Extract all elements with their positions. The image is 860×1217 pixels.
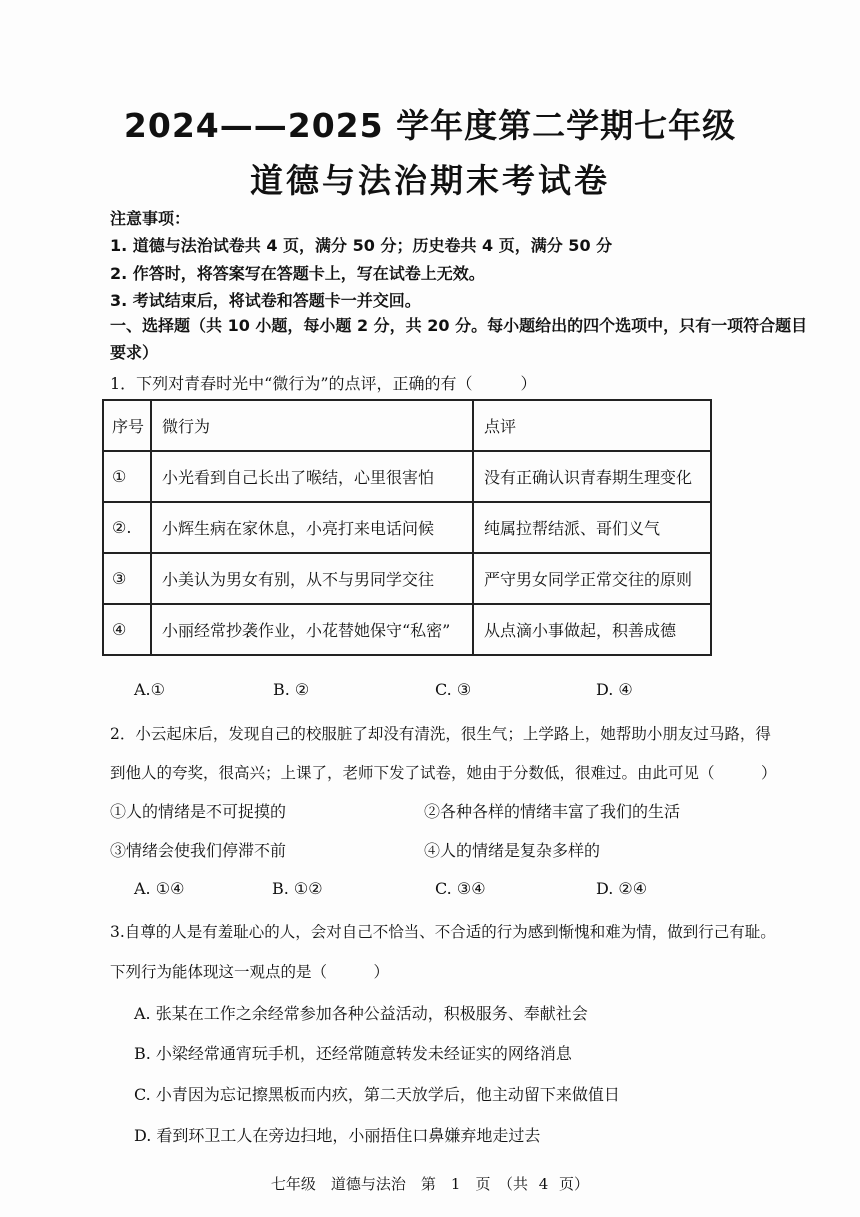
table-row [103, 553, 711, 604]
q1-option-a: A.① [134, 680, 165, 699]
table-row [103, 451, 711, 502]
table-cell: 小辉生病在家休息，小亮打来电话问候 [151, 502, 473, 553]
page-footer: 七年级 道德与法治 第 1 页 （共 4 页） [270, 1175, 590, 1193]
q3-option-a: A. 张某在工作之余经常参加各种公益活动，积极服务、奉献社会 [134, 1004, 588, 1023]
q2-statement-2: ②各种各样的情绪丰富了我们的生活 [424, 802, 681, 821]
q1-table [102, 399, 712, 656]
table-cell: 小光看到自己长出了喉结，心里很害怕 [151, 451, 473, 502]
exam-title-line2: 道德与法治期末考试卷 [250, 161, 610, 200]
q2-option-b: B. ①② [272, 879, 323, 898]
q3-option-b: B. 小梁经常通宵玩手机，还经常随意转发未经证实的网络消息 [134, 1044, 572, 1063]
q1-option-d: D. ④ [596, 680, 633, 699]
table-header-row [103, 400, 711, 451]
q3-option-c: C. 小青因为忘记擦黑板而内疚，第二天放学后，他主动留下来做值日 [134, 1085, 620, 1104]
table-cell: ④ [103, 604, 151, 655]
table-cell: ②. [103, 502, 151, 553]
table-cell: ① [103, 451, 151, 502]
q3-stem-line2: 下列行为能体现这一观点的是（ ） [110, 963, 390, 981]
q3-stem-line1: 3.自尊的人是有羞耻心的人，会对自己不恰当、不合适的行为感到惭愧和难为情，做到行己有耻。 [110, 923, 776, 941]
q2-option-c: C. ③④ [435, 879, 486, 898]
notes-item-2: 2. 作答时，将答案写在答题卡上，写在试卷上无效。 [110, 264, 485, 283]
table-cell: 小美认为男女有别，从不与男同学交往 [151, 553, 473, 604]
table-cell: 严守男女同学正常交往的原则 [473, 553, 711, 604]
notes-item-3: 3. 考试结束后，将试卷和答题卡一并交回。 [110, 291, 421, 310]
exam-title-line1: 2024——2025 学年度第二学期七年级 [123, 106, 737, 145]
q2-stem-line1: 2．小云起床后，发现自己的校服脏了却没有清洗，很生气；上学路上，她帮助小朋友过马路，得 [110, 725, 771, 743]
q2-statement-1: ①人的情绪是不可捉摸的 [110, 802, 287, 821]
section1-instruction-line2: 要求） [110, 343, 159, 362]
q1-option-c: C. ③ [435, 680, 472, 699]
table-row [103, 502, 711, 553]
q2-option-a: A. ①④ [134, 879, 185, 898]
table-row [103, 604, 711, 655]
section1-instruction-line1: 一、选择题（共 10 小题，每小题 2 分，共 20 分。每小题给出的四个选项中，只有一项符合题目 [110, 316, 808, 335]
q1-option-b: B. ② [273, 680, 310, 699]
q2-option-d: D. ②④ [596, 879, 648, 898]
table-cell: 从点滴小事做起，积善成德 [473, 604, 711, 655]
notes-item-1: 1. 道德与法治试卷共 4 页，满分 50 分；历史卷共 4 页，满分 50 分 [110, 236, 613, 255]
table-header-cell: 微行为 [151, 400, 473, 451]
table-cell: 没有正确认识青春期生理变化 [473, 451, 711, 502]
q2-stem-line2: 到他人的夸奖，很高兴；上课了，老师下发了试卷，她由于分数低，很难过。由此可见（ ） [110, 764, 777, 782]
table-cell: 纯属拉帮结派、哥们义气 [473, 502, 711, 553]
table-cell: ③ [103, 553, 151, 604]
q2-statement-3: ③情绪会使我们停滞不前 [110, 841, 287, 860]
table-header-cell: 点评 [473, 400, 711, 451]
q3-option-d: D. 看到环卫工人在旁边扫地，小丽捂住口鼻嫌弃地走过去 [134, 1126, 541, 1145]
notes-heading: 注意事项： [110, 209, 191, 228]
q1-stem: 1．下列对青春时光中“微行为”的点评，正确的有（ ） [110, 374, 537, 393]
table-cell: 小丽经常抄袭作业，小花替她保守“私密” [151, 604, 473, 655]
table-header-cell: 序号 [103, 400, 151, 451]
q2-statement-4: ④人的情绪是复杂多样的 [424, 841, 601, 860]
